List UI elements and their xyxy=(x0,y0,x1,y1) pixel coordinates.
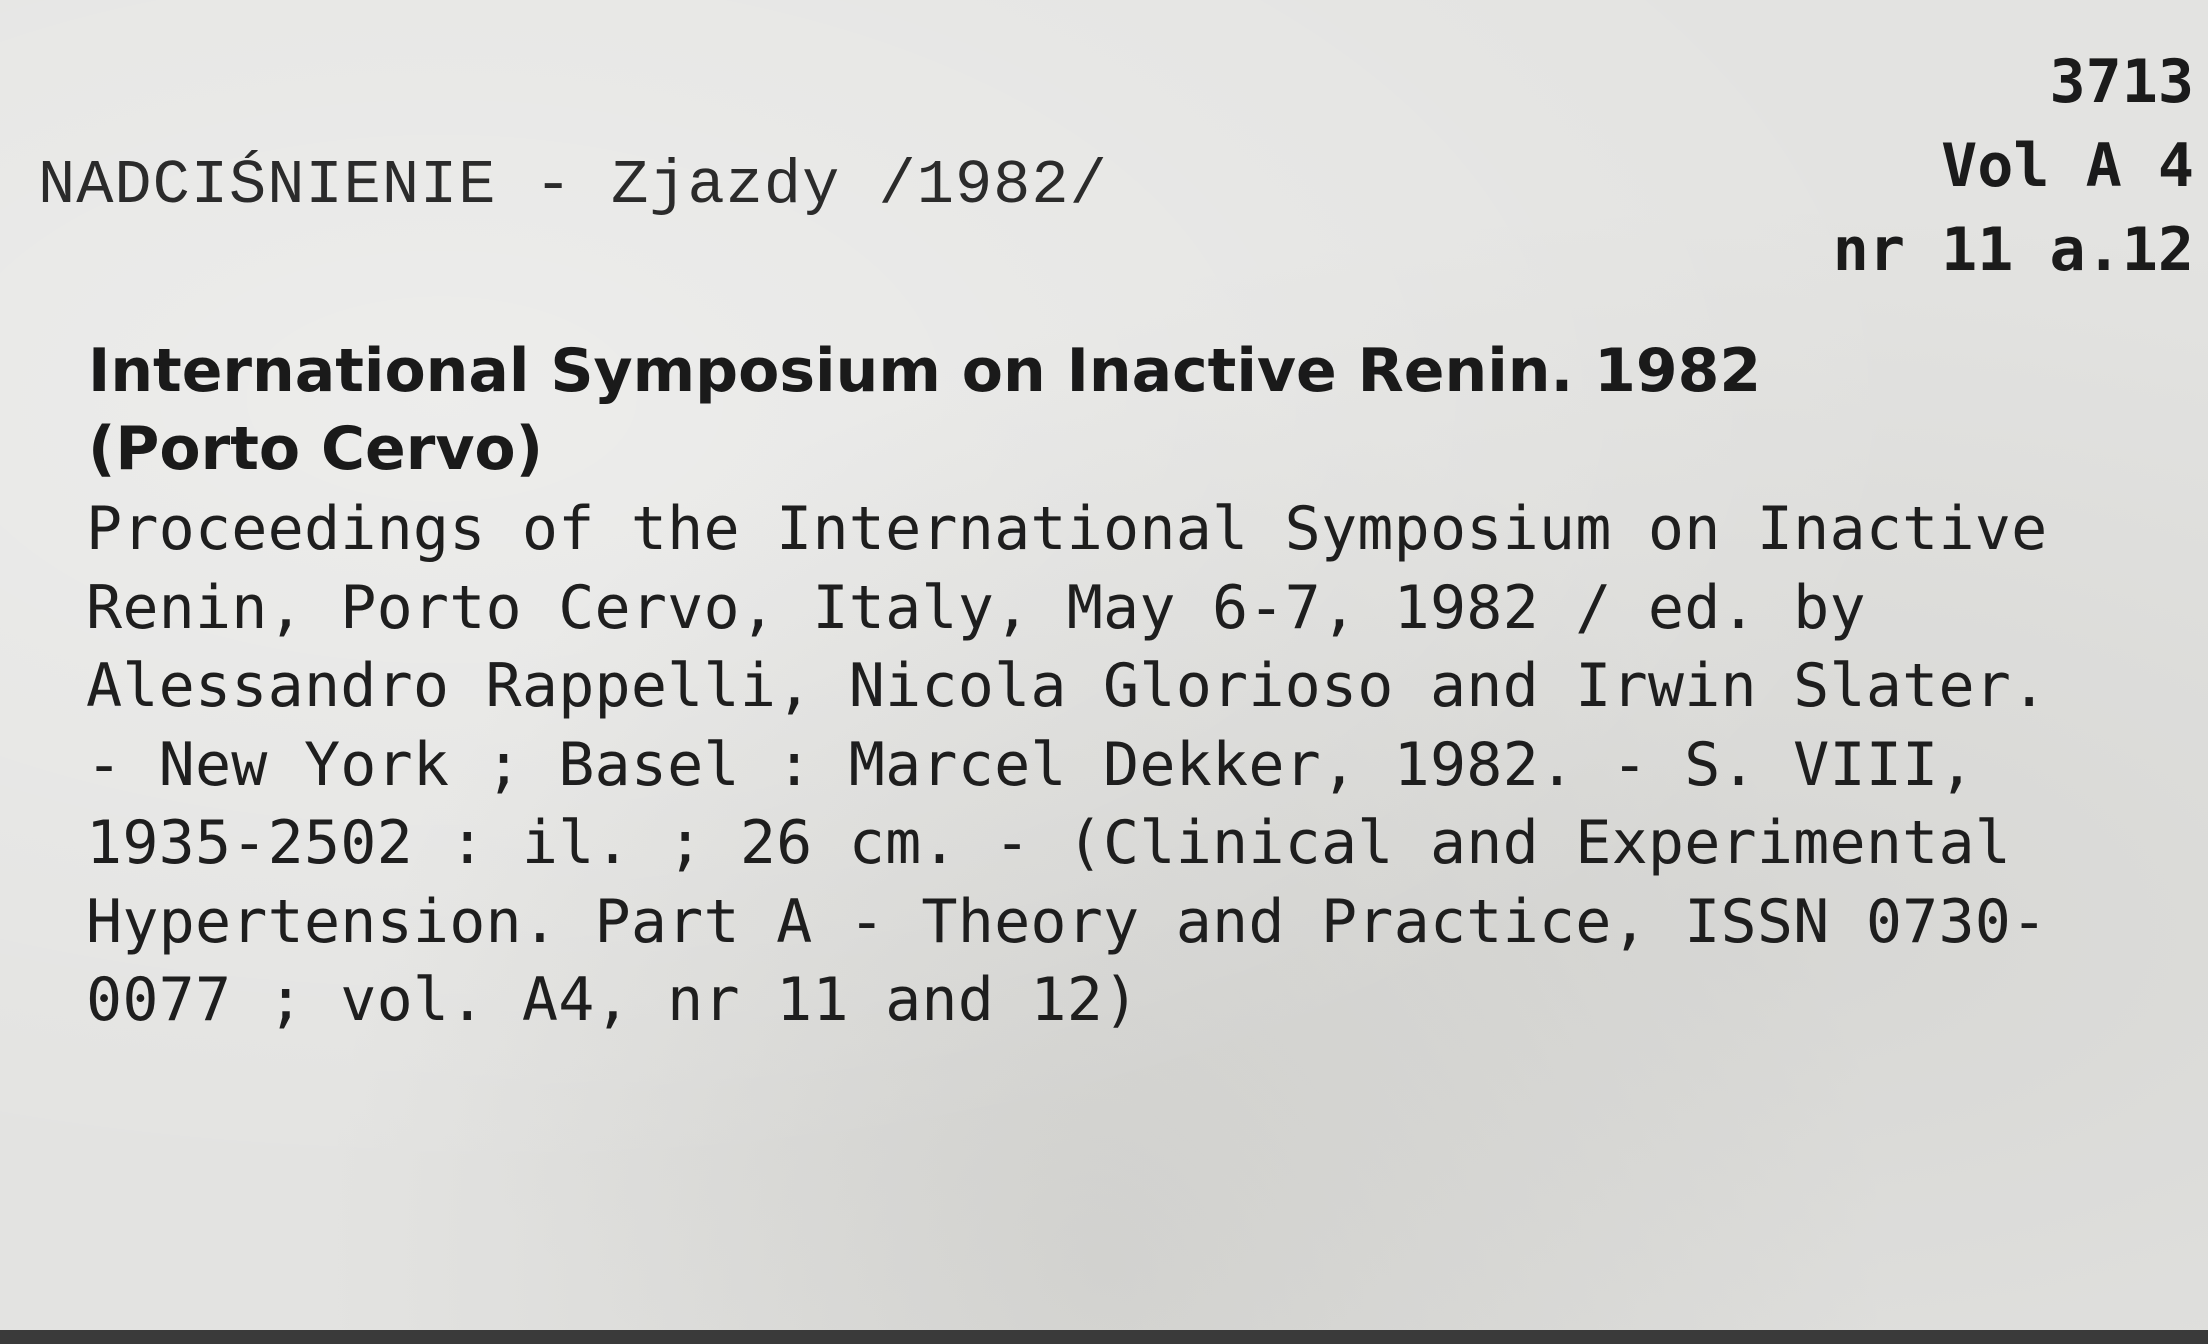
main-entry-line-2: (Porto Cervo) xyxy=(88,414,544,484)
description-line: 1935-2502 : il. ; 26 cm. - (Clinical and Experimental xyxy=(86,808,2012,878)
description-line: Renin, Porto Cervo, Italy, May 6-7, 1982 / ed. by xyxy=(86,572,1866,643)
main-entry xyxy=(88,332,1761,488)
call-number-line-1: 3713 xyxy=(2049,47,2194,117)
call-number-line-2: Vol A 4 xyxy=(1941,131,2194,201)
call-number xyxy=(1833,40,2194,292)
subject-heading: NADCIŚNIENIE - Zjazdy /1982/ xyxy=(38,150,1108,221)
description-line: Proceedings of the International Symposium on Inactive xyxy=(86,494,2048,564)
card-bottom-edge xyxy=(0,1330,2208,1344)
description-line: Alessandro Rappelli, Nicola Glorioso and Irwin Slater. xyxy=(86,651,2048,721)
bibliographic-description xyxy=(86,490,2047,1040)
description-line: 0077 ; vol. A4, nr 11 and 12) xyxy=(86,965,1140,1035)
call-number-line-3: nr 11 a.12 xyxy=(1832,215,2194,285)
description-line: - New York ; Basel : Marcel Dekker, 1982. - S. VIII, xyxy=(86,729,1975,800)
main-entry-line-1: International Symposium on Inactive Renin. 1982 xyxy=(88,336,1762,406)
description-line: Hypertension. Part A - Theory and Practice, ISSN 0730- xyxy=(86,886,2048,957)
